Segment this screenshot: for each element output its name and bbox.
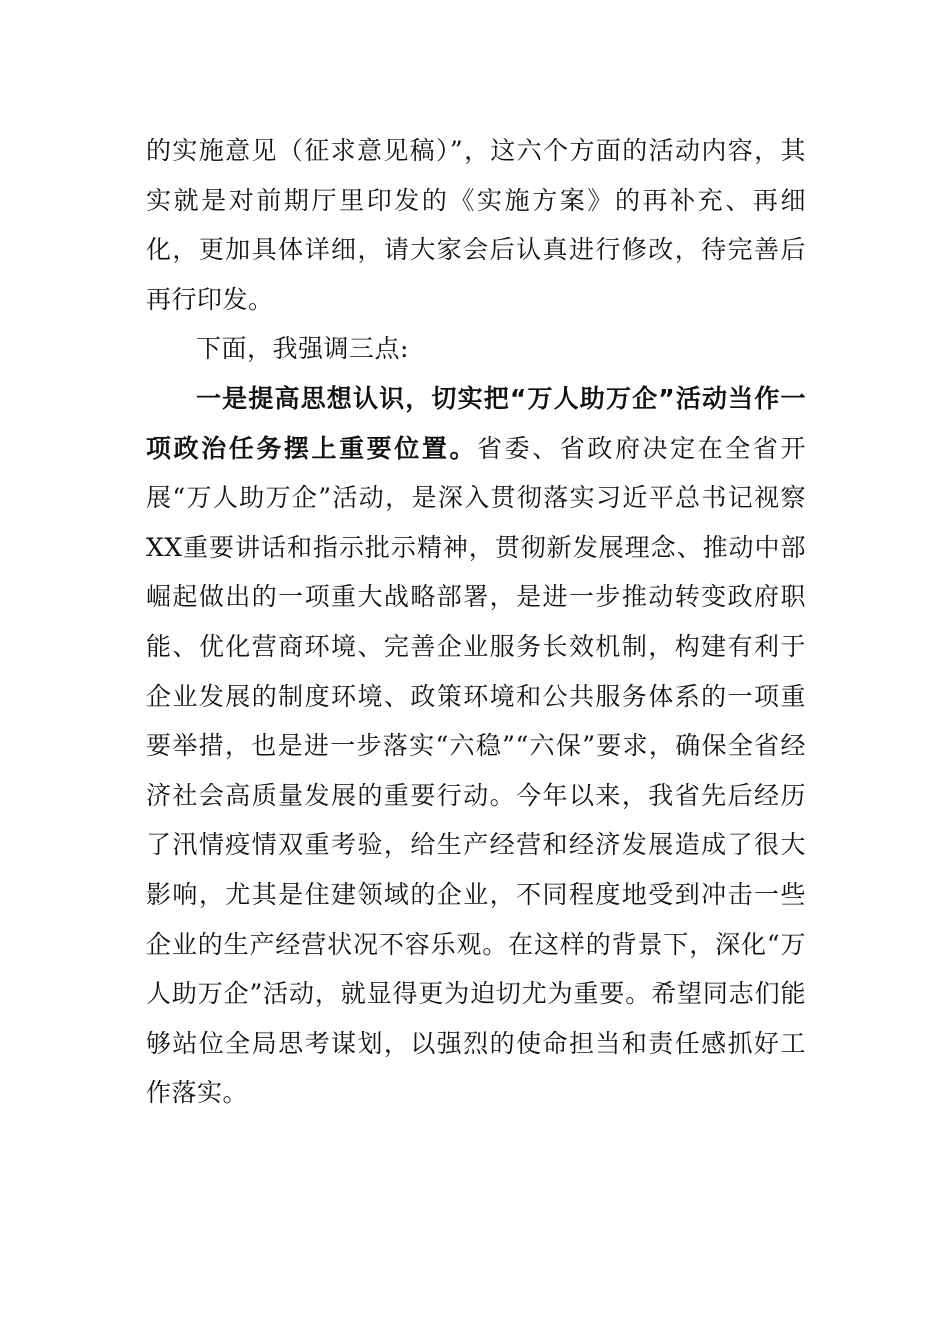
paragraph-continuation: 的实施意见（征求意见稿）”，这六个方面的活动内容，其实就是对前期厅里印发的《实施方案》的再补充、再细化，更加具体详细，请大家会后认真进行修改，待完善后再行印发。: [146, 136, 806, 314]
paragraph-point-one: [146, 374, 806, 1118]
document-body: [146, 126, 806, 1118]
point-one-body: 省委、省政府决定在全省开展“万人助万企”活动，是深入贯彻落实习近平总书记视察XX重要讲话和指示批示精神，贯彻新发展理念、推动中部崛起做出的一项重大战略部署，是进一步推动转变政府职能、优化营商环境、完善企业服务长效机制，构建有利于企业发展的制度环境、政策环境和公共服务体系的一项重要举措，也是进一步落实“六稳”“六保”要求，确保全省经济社会高质量发展的重要行动。今年以来，我省先后经历了汛情疫情双重考验，给生产经营和经济发展造成了很大影响，尤其是住建领域的企业，不同程度地受到冲击一些企业的生产经营状况不容乐观。在这样的背景下，深化“万人助万企”活动，就显得更为迫切尤为重要。希望同志们能够站位全局思考谋划，以强烈的使命担当和责任感抓好工作落实。: [146, 433, 806, 1108]
paragraph-intro: 下面，我强调三点:: [196, 334, 409, 364]
point-one-heading: 一是提高思想认识，切实把“万人助万企”活动当作一项政治任务摆上重要位置。: [146, 383, 806, 463]
